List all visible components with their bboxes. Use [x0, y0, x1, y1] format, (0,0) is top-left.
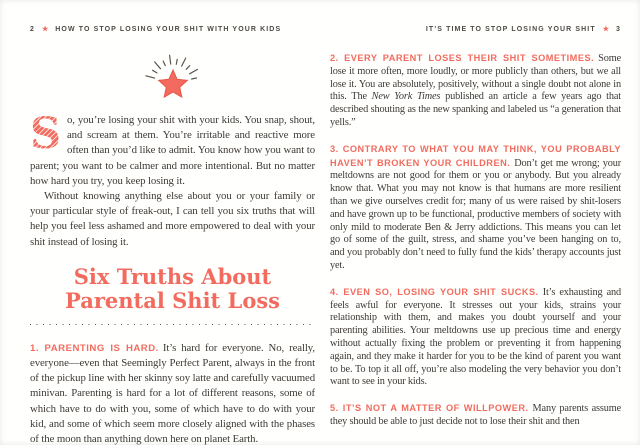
dotted-divider	[30, 324, 315, 326]
right-running-title: IT’S TIME TO STOP LOSING YOUR SHIT	[425, 25, 596, 33]
intro-paragraph-2: Without knowing anything else about you or your family or your particular style of freak-out, I can tell you six truths that will help you feel less ashamed and more empowered to deal with your shit instead of losing it.	[30, 190, 315, 248]
truth-4-label: 4. EVEN SO, LOSING YOUR SHIT SUCKS.	[330, 286, 539, 297]
left-running-header	[30, 25, 315, 33]
truth-4	[330, 286, 621, 389]
truth-2-italic-title: New York Times	[371, 91, 441, 103]
starburst-ornament-icon	[135, 43, 211, 105]
truth-5-body: Many parents assume they should be able to just decide not to lose their shit and then	[330, 403, 621, 427]
truth-2-body-pre: Some lose it more often, more loudly, or more publicly than others, but we all lose it. You are absolutely, positively, without a single doubt not alone in this. The	[330, 53, 621, 103]
star-icon: ★	[42, 26, 49, 33]
truth-3	[330, 143, 621, 273]
intro-paragraph-1	[30, 109, 315, 189]
truth-2	[330, 52, 621, 130]
star-shape	[158, 70, 187, 97]
intro-paragraph-1-text: o, you’re losing your shit with your kids. You snap, shout, and scream at them. You’re irritable and reactive more often than you’d like to admit. You know how you want to parent; you want to be calmer and more intentional. But no matter how hard you try, you keep losing it.	[30, 114, 315, 187]
truth-1-label: 1. PARENTING IS HARD.	[30, 342, 159, 354]
truth-2-label: 2. EVERY PARENT LOSES THEIR SHIT SOMETIMES.	[330, 53, 595, 63]
truth-5	[330, 402, 621, 429]
left-running-title: HOW TO STOP LOSING YOUR SHIT WITH YOUR KIDS	[55, 25, 282, 33]
truth-4-body: It’s exhausting and feels awful for everyone. It stresses out your kids, strains your relationship with them, and makes you doubt yourself and your parenting abilities. Your meltdowns use up precious time and energy without actually fixing the problem or preventing it from happening again, and they make it harder for you to be the kind of parent you want to be. To top it all off, you’re also modeling the very behavior you don’t want to see in your kids.	[330, 286, 621, 388]
truth-2-body-post: published an article a few years ago that described shouting as the new spanking and labeled us “a generation that yells.”	[330, 91, 621, 128]
truth-3-body: Don’t get me wrong; your meltdowns are not good for them or you or anybody. But you already know that. What you may not know is that humans are more resilient than we give ourselves credit for; many of us were raised by shit-losers and have grown up to be functional, productive members of society with only mild to moderate Ben & Jerry addictions. This means you can let go of some of the guilt, stress, and shame you’ve been hanging on to, and you probably don’t need to fully fund the kids’ therapy accounts just yet.	[330, 157, 621, 271]
right-page	[330, 0, 621, 429]
right-page-number: 3	[616, 25, 621, 33]
truth-3-label: 3. CONTRARY TO WHAT YOU MAY THINK, YOU PROBABLY HAVEN’T BROKEN YOUR CHILDREN.	[330, 143, 621, 168]
right-running-header	[330, 25, 621, 33]
truth-1	[30, 341, 315, 445]
left-page-number: 2	[30, 25, 35, 33]
chapter-heading-line1: Six Truths About	[73, 263, 272, 289]
truth-5-label: 5. IT’S NOT A MATTER OF WILLPOWER.	[330, 403, 529, 414]
star-icon: ★	[602, 26, 609, 33]
chapter-heading-line2: Parental Shit Loss	[65, 288, 280, 314]
truth-1-body: It’s hard for everyone. No, really, everyone—even that Seemingly Perfect Parent, always in the front of the pickup line with her skinny soy latte and carefully vacuumed minivan. Parenting is hard for a lot of different reasons, some of which have to do with you, some of which have to do with your kid, and some of which seem more closely aligned with the phases of the moon than anything down here on planet Earth.	[30, 341, 315, 445]
left-page	[30, 0, 315, 445]
chapter-heading	[30, 265, 315, 314]
dropcap-letter: S	[30, 113, 67, 152]
